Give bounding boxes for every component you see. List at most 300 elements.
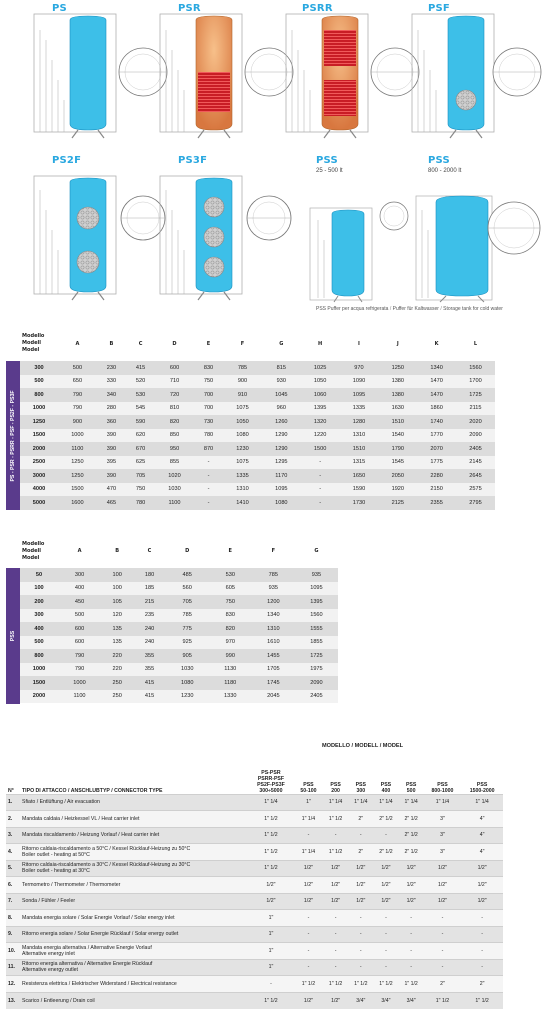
table3-cell: - <box>399 926 424 943</box>
table2-model-cell: 200 <box>34 598 44 605</box>
table2-cell: 600 <box>74 639 85 646</box>
table3-cell: 1" 1/2 <box>461 992 503 1009</box>
tank-ps-drawing <box>34 14 167 138</box>
table3-cell: 4" <box>461 827 503 844</box>
table2-cell: 180 <box>144 571 155 578</box>
table1-col-header: H <box>318 340 323 347</box>
table1-cell: 1545 <box>391 459 405 466</box>
product-title-pss-large: PSS <box>428 155 450 166</box>
table3-cell: - <box>424 926 462 943</box>
table2-cell: 1745 <box>267 679 280 686</box>
table2-cell: 1080 <box>180 679 194 686</box>
table2-cell: 240 <box>144 639 155 646</box>
table3-cell: - <box>461 943 503 960</box>
table2-cell: 1975 <box>310 666 323 673</box>
table1-col-header: C <box>138 340 143 347</box>
table1-cell: 830 <box>203 364 214 371</box>
tank-drawings-svg <box>0 0 547 320</box>
table2-col-header: G <box>314 548 319 554</box>
table1-cell: 500 <box>72 364 83 371</box>
table3-model-header: MODELLO / MODELL / MODEL <box>322 743 404 749</box>
table2-col-header: B <box>115 548 120 554</box>
table1-cell: 600 <box>169 364 180 371</box>
table3-cell: 1/2" <box>348 860 373 877</box>
table2-cell: 785 <box>182 612 192 619</box>
table1-row <box>20 442 495 456</box>
table1-col-header: B <box>109 340 114 347</box>
table3-cell: 1/2" <box>461 893 503 910</box>
table3-cell: 1" 1/2 <box>248 992 294 1009</box>
table2-cell: 605 <box>225 585 235 592</box>
table3-cell: 1/2" <box>424 860 462 877</box>
table3-cell: 1" 1/2 <box>248 844 294 861</box>
table3-col-header: PS-PSR PSRR-PSF PS2F-PS3F 300÷5000 <box>257 769 285 794</box>
table2-cell: 185 <box>144 585 155 592</box>
tank-psrr-drawing <box>286 14 419 138</box>
table2-cell: 500 <box>74 612 85 619</box>
table1-row <box>20 388 495 402</box>
table1-row <box>20 483 495 497</box>
table1-cell: 1410 <box>236 499 249 506</box>
table1-cell: 1510 <box>352 445 366 452</box>
table3-cell: - <box>348 943 373 960</box>
table1-row <box>20 496 495 510</box>
table1-cell: 280 <box>106 405 117 412</box>
table2-cell: 300 <box>74 571 85 578</box>
table2-cell: 135 <box>112 639 122 646</box>
table2-cell: 970 <box>225 639 235 646</box>
table3-row-number: 6. <box>6 877 20 894</box>
table1-row <box>20 415 495 429</box>
table3-cell: 1/2" <box>373 877 398 894</box>
table2-cell: 1130 <box>224 666 237 673</box>
table2-cell: 935 <box>268 585 279 592</box>
table1-row <box>20 456 495 470</box>
table2-model-cell: 1500 <box>32 679 46 686</box>
table3-cell: 3" <box>424 811 462 828</box>
table2-header-row <box>20 534 338 568</box>
table3-cell: 2" <box>348 811 373 828</box>
table3-cell: 1" 1/4 <box>424 794 462 811</box>
table2-cell: 1230 <box>180 693 194 700</box>
table1-cell: 850 <box>169 432 180 439</box>
table1-cell: 1250 <box>71 459 84 466</box>
table2-cell: 1095 <box>310 585 323 592</box>
table3-cell: 3/4" <box>348 992 373 1009</box>
table2-cell: 1000 <box>73 679 86 686</box>
table3-row <box>6 794 503 811</box>
table2-row <box>20 690 338 704</box>
table3-cell: - <box>373 910 398 927</box>
table1-cell: 870 <box>203 445 214 452</box>
table2-cell: 1310 <box>267 625 280 632</box>
table3-cell: 1" 1/2 <box>248 827 294 844</box>
table3-cell: 1" 1/2 <box>348 976 373 993</box>
table1-cell: 2125 <box>391 499 405 506</box>
table1-cell: 1310 <box>352 432 366 439</box>
table2-cell: 1395 <box>310 598 323 605</box>
table1-cell: 900 <box>72 418 83 425</box>
table1-cell: 1080 <box>236 432 249 439</box>
table1-cell: 810 <box>169 405 180 412</box>
table2-row <box>20 595 338 609</box>
table3-cell: 1" 1/4 <box>399 794 424 811</box>
table3-cell: - <box>323 926 348 943</box>
table3-n-header: N° <box>8 787 14 794</box>
table2-cell: 560 <box>182 585 192 592</box>
table2-cell: 250 <box>112 679 122 686</box>
table2-row <box>20 582 338 596</box>
table1-cell: 670 <box>135 445 146 452</box>
table3-row <box>6 926 503 943</box>
table3-cell: 1/2" <box>424 893 462 910</box>
table2-cell: 905 <box>182 652 192 659</box>
table2-cell: 790 <box>74 666 85 673</box>
table1-col-header: E <box>206 340 211 347</box>
table3-cell: 1" 1/4 <box>461 794 503 811</box>
table1-model-cell: 3000 <box>32 472 46 479</box>
table1-cell: 1220 <box>313 432 327 439</box>
table1-cell: 1770 <box>430 432 443 439</box>
table1-cell: 1230 <box>236 445 249 452</box>
pss-caption: PSS Puffer per acqua refrigerata / Puffer für Kaltwasser / Storage tank for cold water <box>316 306 503 312</box>
table2-cell: 450 <box>74 598 85 605</box>
table1-cell: 1250 <box>71 472 84 479</box>
table2-cell: 830 <box>225 612 235 619</box>
table1-cell: 1025 <box>313 364 327 371</box>
table1-cell: 395 <box>106 459 117 466</box>
table1-cell: 1100 <box>168 499 181 506</box>
product-title-ps2f: PS2F <box>52 155 82 166</box>
table2-cell: 530 <box>225 571 235 578</box>
table1-cell: 855 <box>169 459 180 466</box>
table1-cell: 1340 <box>430 364 443 371</box>
table1-cell: 1380 <box>391 378 405 385</box>
table1-cell: - <box>319 486 322 493</box>
table3-row <box>6 827 503 844</box>
table1-cell: 530 <box>135 391 146 398</box>
table3-cell: - <box>348 959 373 976</box>
table3-row-description: Resistenza elettrica / Elektrischer Widerstand / Electrical resistance <box>20 976 248 993</box>
caption-en: Storage tank for cold water <box>443 306 503 312</box>
table1-cell: 750 <box>203 378 214 385</box>
table3-cell: 1/2" <box>399 860 424 877</box>
table1-cell: - <box>207 486 210 493</box>
table2-cell: 1180 <box>224 679 237 686</box>
table1-cell: 545 <box>135 405 146 412</box>
product-title-ps: PS <box>52 3 67 14</box>
table2-row <box>20 568 338 582</box>
table1-cell: 1395 <box>313 405 327 412</box>
table1-model-cell: 1500 <box>32 432 46 439</box>
table3-cell: 1/2" <box>294 992 323 1009</box>
table3-cell: 1/2" <box>294 877 323 894</box>
table2-cell: 120 <box>112 612 122 619</box>
table3-cell: - <box>461 910 503 927</box>
table1-cell: 1590 <box>352 486 366 493</box>
table1-col-header: G <box>279 340 284 347</box>
table1-cell: - <box>207 459 210 466</box>
table3-cell: 1" <box>248 926 294 943</box>
table2-cell: 2090 <box>310 679 323 686</box>
table1-cell: - <box>319 472 322 479</box>
table1-cell: 1095 <box>275 486 288 493</box>
table2-cell: 355 <box>144 666 155 673</box>
table1-cell: 1335 <box>236 472 249 479</box>
table3-row-description: Mandata energia solare / Solar Energie Vorlauf / Solar energy inlet <box>20 910 248 927</box>
table1-cell: 390 <box>106 445 117 452</box>
table3-cell: 1" <box>248 910 294 927</box>
table1-cell: 1470 <box>430 378 443 385</box>
table1-cell: 2145 <box>469 459 482 466</box>
table2-cell: 220 <box>112 666 122 673</box>
table3-cell: 1/2" <box>323 877 348 894</box>
table3-cell: - <box>373 959 398 976</box>
table3-row-description: Sfiato / Entlüftung / Air evacuation <box>20 794 248 811</box>
table2-cell: 1560 <box>310 612 323 619</box>
table1-cell: 1725 <box>469 391 482 398</box>
table1-cell: 1700 <box>469 378 482 385</box>
table3-cell: - <box>461 926 503 943</box>
table1-cell: 1170 <box>275 472 288 479</box>
table2-model-cell: 100 <box>34 585 44 592</box>
table3-cell: - <box>348 910 373 927</box>
dimensions-table-pss <box>20 534 338 703</box>
table3-row <box>6 976 503 993</box>
table3-row-number: 2. <box>6 811 20 828</box>
table1-cell: 930 <box>276 378 286 385</box>
table3-row-description: Scarico / Entleerung / Drain coil <box>20 992 248 1009</box>
table3-cell: 4" <box>461 811 503 828</box>
table2-cell: 775 <box>182 625 192 632</box>
table2-row <box>20 676 338 690</box>
table3-cell: 1/2" <box>348 877 373 894</box>
table1-cell: 900 <box>237 378 248 385</box>
table3-cell: 1/2" <box>294 893 323 910</box>
product-subtitle-pss-large: 800 - 2000 lt <box>428 168 462 174</box>
table1-cell: 1320 <box>313 418 327 425</box>
table2-cell: 215 <box>144 598 155 605</box>
table3-cell: - <box>399 910 424 927</box>
table3-cell: 1/2" <box>424 877 462 894</box>
table1-cell: 470 <box>106 486 117 493</box>
table1-cell: 720 <box>169 391 180 398</box>
table2-model-cell: 800 <box>34 652 44 659</box>
table2-cell: 935 <box>311 571 322 578</box>
tank-psf-drawing <box>412 14 541 138</box>
table1-cell: 1020 <box>168 472 181 479</box>
table3-row-number: 4. <box>6 844 20 861</box>
table3-cell: - <box>294 926 323 943</box>
table1-cell: 1560 <box>469 364 482 371</box>
table3-row-description: Ritorno energia alternativa / Alternative Energie Rücklauf Alternative energy outlet <box>20 959 248 976</box>
table3-cell: - <box>373 827 398 844</box>
table1-cell: 1075 <box>236 405 249 412</box>
table1-cell: 340 <box>106 391 117 398</box>
table1-cell: 2280 <box>430 472 443 479</box>
table2-cell: 1610 <box>267 639 280 646</box>
table3-cell: 2" 1/2 <box>399 827 424 844</box>
table3-cell: 1/2" <box>461 877 503 894</box>
table1-cell: 1045 <box>275 391 288 398</box>
table1-cell: 780 <box>135 499 146 506</box>
table2-model-cell: 500 <box>34 639 44 646</box>
table3-cell: 1/2" <box>348 893 373 910</box>
table1-model-cell: 500 <box>34 378 44 385</box>
table2-model-cell: 400 <box>34 625 44 632</box>
table2-model-header: Modello Modell Model <box>22 540 45 561</box>
connections-table <box>6 752 503 1009</box>
table1-cell: 625 <box>135 459 146 466</box>
table1-cell: 1250 <box>391 364 405 371</box>
table2-col-header: C <box>147 548 152 554</box>
table2-col-header: F <box>271 548 276 554</box>
table1-cell: 1335 <box>352 405 366 412</box>
table1-cell: 785 <box>237 364 248 371</box>
table2-cell: 1100 <box>73 693 86 700</box>
table2-cell: 1705 <box>267 666 280 673</box>
table3-cell: - <box>323 959 348 976</box>
table1-cell: 2645 <box>469 472 482 479</box>
table1-col-header: I <box>358 340 360 347</box>
tank-ps3f-drawing <box>160 176 291 300</box>
table2-cell: 785 <box>268 571 279 578</box>
product-title-psrr: PSRR <box>302 3 333 14</box>
table1-cell: 2070 <box>430 445 443 452</box>
table1-cell: 2405 <box>469 445 482 452</box>
table3-cell: 1" 1/2 <box>399 976 424 993</box>
table3-cell: - <box>248 976 294 993</box>
table2-cell: 415 <box>144 679 155 686</box>
table1-cell: 1095 <box>352 391 366 398</box>
table1-col-header: K <box>434 340 439 347</box>
table3-cell: 1" 1/2 <box>248 811 294 828</box>
table3-cell: 1" 1/2 <box>424 992 462 1009</box>
table3-cell: - <box>294 910 323 927</box>
table3-cell: - <box>399 959 424 976</box>
table1-cell: 2020 <box>469 418 482 425</box>
table3-cell: - <box>424 943 462 960</box>
table3-cell: 1/2" <box>323 893 348 910</box>
table1-cell: 1740 <box>430 418 443 425</box>
table2-row <box>20 622 338 636</box>
table1-cell: 705 <box>135 472 146 479</box>
table3-row <box>6 893 503 910</box>
table1-cell: - <box>319 459 322 466</box>
table1-cell: 750 <box>135 486 146 493</box>
table3-cell: 3/4" <box>399 992 424 1009</box>
table1-cell: 1500 <box>71 486 84 493</box>
table3-cell: 1" 1/4 <box>373 794 398 811</box>
table1-model-cell: 4000 <box>32 486 46 493</box>
table2-cell: 400 <box>74 585 85 592</box>
table2-cell: 240 <box>144 625 155 632</box>
caption-it: PSS Puffer per acqua refrigerata <box>316 306 389 312</box>
product-title-ps3f: PS3F <box>178 155 208 166</box>
table1-cell: 1090 <box>352 378 366 385</box>
table3-cell: - <box>461 959 503 976</box>
table1-cell: 2575 <box>469 486 482 493</box>
table1-cell: 590 <box>135 418 146 425</box>
table2-cell: 100 <box>112 571 122 578</box>
table1-row <box>20 429 495 443</box>
table3-cell: - <box>373 926 398 943</box>
table3-cell: 1/2" <box>399 877 424 894</box>
table3-cell: - <box>323 827 348 844</box>
table1-cell: 1650 <box>352 472 366 479</box>
table3-cell: - <box>323 910 348 927</box>
table3-cell: 2" 1/2 <box>399 811 424 828</box>
table3-row-description: Termometro / Thermometer / Thermometer <box>20 877 248 894</box>
table1-cell: 620 <box>135 432 146 439</box>
table1-model-cell: 1250 <box>32 418 46 425</box>
table2-model-cell: 50 <box>35 571 43 578</box>
table3-cell: 1/2" <box>323 860 348 877</box>
table1-cell: 820 <box>169 418 180 425</box>
table1-cell: 1050 <box>313 378 327 385</box>
table3-row-number: 8. <box>6 910 20 927</box>
table1-cell: 1630 <box>391 405 405 412</box>
table1-cell: 1730 <box>352 499 366 506</box>
table2-row <box>20 649 338 663</box>
table1-cell: 1510 <box>391 418 405 425</box>
table1-cell: 1470 <box>430 391 443 398</box>
table3-cell: 1" 1/2 <box>294 976 323 993</box>
table3-cell: 1" 1/4 <box>294 844 323 861</box>
table3-cell: 1" 1/4 <box>323 794 348 811</box>
table1-col-header: A <box>75 340 80 347</box>
table2-cell: 1555 <box>310 625 323 632</box>
table1-cell: 1500 <box>313 445 327 452</box>
table1-cell: 2795 <box>469 499 482 506</box>
table3-cell: 1/2" <box>294 860 323 877</box>
table3-row-number: 13. <box>6 992 20 1009</box>
table3-row-description: Mandata riscaldamento / Heizung Vorlauf / Heat carrier inlet <box>20 827 248 844</box>
table1-cell: 910 <box>237 391 248 398</box>
table2-cell: 1330 <box>224 693 237 700</box>
table2-cell: 705 <box>182 598 192 605</box>
table2-cell: 1340 <box>267 612 280 619</box>
product-title-psr: PSR <box>178 3 201 14</box>
table1-cell: 1540 <box>391 432 405 439</box>
table3-type-header: TIPO DI ATTACCO / ANSCHLUBTYP / CONNECTOR TYPE <box>22 787 163 794</box>
table1-cell: 650 <box>72 378 83 385</box>
table1-header-row <box>20 326 495 361</box>
table3-row-description: Ritorno caldaia-riscaldamento a 30°C / Kessel Rücklauf-Heizung zu 30°C Boiler outlet - heating at 30°C <box>20 860 248 877</box>
table1-cell: 1310 <box>236 486 249 493</box>
product-title-pss-small: PSS <box>316 155 338 166</box>
table3-cell: 1" 1/2 <box>323 976 348 993</box>
table2-col-header: E <box>228 548 232 554</box>
table1-col-header: J <box>396 340 399 347</box>
table3-cell: 2" <box>461 976 503 993</box>
table1-cell: 2115 <box>469 405 482 412</box>
table3-row-description: Ritorno caldaia-riscaldamento a 50°C / Kessel Rücklauf-Heizung zu 50°C Boiler outlet - heating at 50°C <box>20 844 248 861</box>
table2-cell: 220 <box>112 652 122 659</box>
table1-cell: 1050 <box>236 418 249 425</box>
table2-cell: 820 <box>225 625 235 632</box>
table1-cell: 790 <box>72 391 83 398</box>
table1-cell: - <box>207 499 210 506</box>
table3-col-header: PSS 400 <box>380 781 392 794</box>
table1-cell: 2050 <box>391 472 405 479</box>
table3-cell: 2" <box>424 976 462 993</box>
table3-cell: 1" <box>248 943 294 960</box>
table2-cell: 105 <box>112 598 122 605</box>
table3-cell: 3" <box>424 827 462 844</box>
table3-cell: - <box>294 943 323 960</box>
table1-cell: 700 <box>203 405 214 412</box>
